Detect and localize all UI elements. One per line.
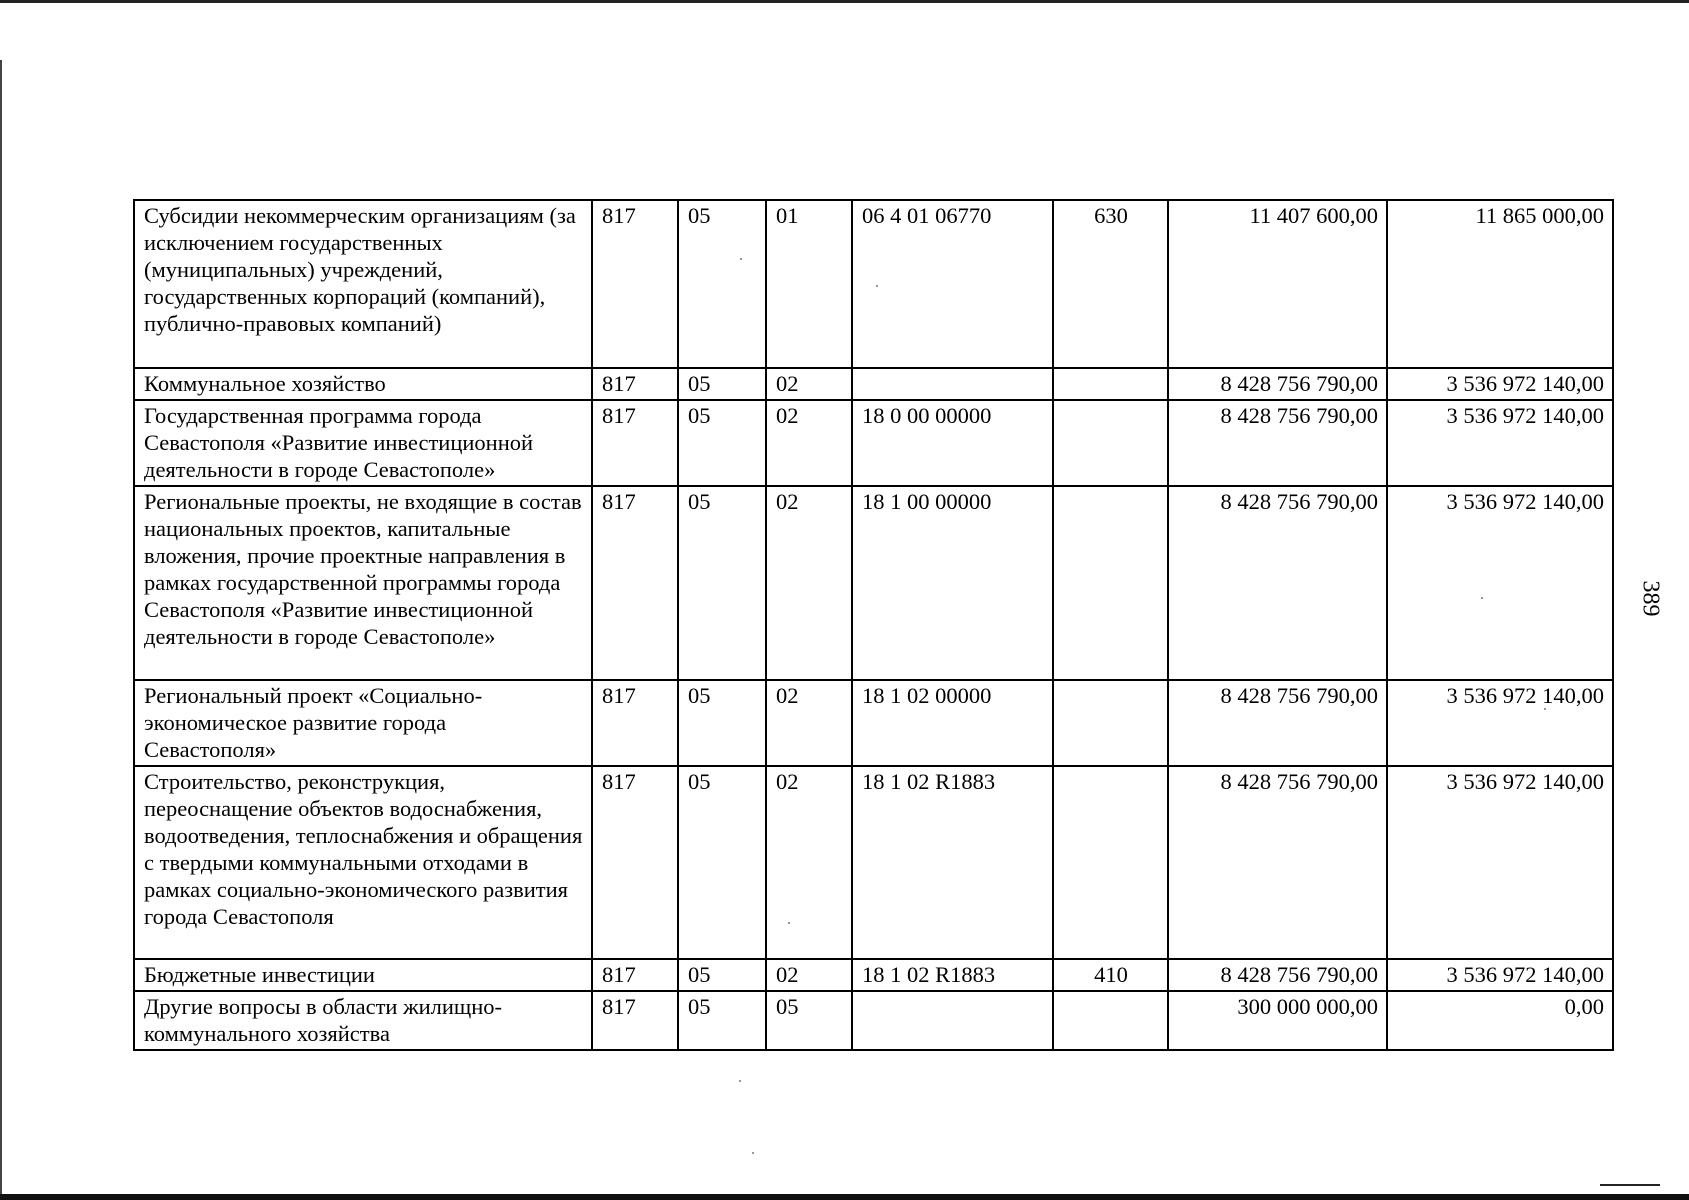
- scan-speck: [740, 258, 742, 260]
- table-row: [134, 200, 1613, 368]
- subsection-code-cell: 02: [766, 486, 852, 680]
- department-code-cell: 817: [592, 959, 678, 991]
- scan-speck: [1481, 597, 1483, 599]
- expense-type-cell: [1053, 400, 1168, 486]
- scan-speck: [788, 922, 790, 924]
- section-code-cell: 05: [678, 959, 766, 991]
- scan-speck: [739, 1080, 741, 1082]
- page-number: 389: [1637, 580, 1664, 617]
- amount-year1-cell: 8 428 756 790,00: [1168, 680, 1387, 766]
- department-code-cell: 817: [592, 991, 678, 1050]
- scan-left-edge: [0, 60, 2, 1200]
- department-code-cell: 817: [592, 400, 678, 486]
- table-row: [134, 991, 1613, 1050]
- subsection-code-cell: 02: [766, 680, 852, 766]
- target-article-cell: 06 4 01 06770: [852, 200, 1053, 368]
- item-name-cell: Региональный проект «Социально-экономическое развитие города Севастополя»: [134, 680, 592, 766]
- scan-speck: [876, 285, 878, 287]
- item-name-cell: Бюджетные инвестиции: [134, 959, 592, 991]
- target-article-cell: [852, 368, 1053, 400]
- amount-year2-cell: 3 536 972 140,00: [1387, 959, 1613, 991]
- scan-speck: [752, 1152, 754, 1154]
- section-code-cell: 05: [678, 486, 766, 680]
- section-code-cell: 05: [678, 200, 766, 368]
- amount-year2-cell: 11 865 000,00: [1387, 200, 1613, 368]
- section-code-cell: 05: [678, 368, 766, 400]
- department-code-cell: 817: [592, 680, 678, 766]
- amount-year2-cell: 3 536 972 140,00: [1387, 680, 1613, 766]
- scan-bottom-edge: [0, 1194, 1689, 1200]
- subsection-code-cell: 02: [766, 766, 852, 959]
- subsection-code-cell: 05: [766, 991, 852, 1050]
- expense-type-cell: [1053, 486, 1168, 680]
- amount-year1-cell: 8 428 756 790,00: [1168, 959, 1387, 991]
- item-name-cell: Государственная программа города Севастополя «Развитие инвестиционной деятельности в городе Севастополе»: [134, 400, 592, 486]
- scan-corner-mark: [1600, 1184, 1660, 1186]
- table-row: [134, 368, 1613, 400]
- amount-year2-cell: 3 536 972 140,00: [1387, 766, 1613, 959]
- target-article-cell: 18 0 00 00000: [852, 400, 1053, 486]
- department-code-cell: 817: [592, 766, 678, 959]
- subsection-code-cell: 02: [766, 959, 852, 991]
- department-code-cell: 817: [592, 486, 678, 680]
- scan-speck: [1544, 708, 1546, 710]
- target-article-cell: [852, 991, 1053, 1050]
- amount-year1-cell: 8 428 756 790,00: [1168, 368, 1387, 400]
- scan-top-edge: [0, 0, 1689, 3]
- amount-year1-cell: 11 407 600,00: [1168, 200, 1387, 368]
- amount-year1-cell: 8 428 756 790,00: [1168, 400, 1387, 486]
- amount-year2-cell: 0,00: [1387, 991, 1613, 1050]
- table-row: [134, 680, 1613, 766]
- amount-year2-cell: 3 536 972 140,00: [1387, 368, 1613, 400]
- table-row: [134, 486, 1613, 680]
- expense-type-cell: [1053, 991, 1168, 1050]
- department-code-cell: 817: [592, 368, 678, 400]
- item-name-cell: Строительство, реконструкция, переоснащение объектов водоснабжения, водоотведения, теплоснабжения и обращения с твердыми коммунальными отходами в рамках социально-экономического развития города Севастополя: [134, 766, 592, 959]
- item-name-cell: Коммунальное хозяйство: [134, 368, 592, 400]
- table-row: [134, 959, 1613, 991]
- section-code-cell: 05: [678, 400, 766, 486]
- expense-type-cell: [1053, 766, 1168, 959]
- department-code-cell: 817: [592, 200, 678, 368]
- expense-type-cell: 410: [1053, 959, 1168, 991]
- subsection-code-cell: 01: [766, 200, 852, 368]
- target-article-cell: 18 1 02 R1883: [852, 766, 1053, 959]
- subsection-code-cell: 02: [766, 400, 852, 486]
- amount-year1-cell: 300 000 000,00: [1168, 991, 1387, 1050]
- amount-year1-cell: 8 428 756 790,00: [1168, 766, 1387, 959]
- table-row: [134, 766, 1613, 959]
- target-article-cell: 18 1 02 R1883: [852, 959, 1053, 991]
- item-name-cell: Субсидии некоммерческим организациям (за исключением государственных (муниципальных) учреждений, государственных корпораций (компаний), публично-правовых компаний): [134, 200, 592, 368]
- section-code-cell: 05: [678, 680, 766, 766]
- table-row: [134, 400, 1613, 486]
- expense-type-cell: [1053, 368, 1168, 400]
- expense-type-cell: 630: [1053, 200, 1168, 368]
- item-name-cell: Региональные проекты, не входящие в состав национальных проектов, капитальные вложения, прочие проектные направления в рамках государственной программы города Севастополя «Развитие инвестиционной деятельности в городе Севастополе»: [134, 486, 592, 680]
- subsection-code-cell: 02: [766, 368, 852, 400]
- section-code-cell: 05: [678, 766, 766, 959]
- section-code-cell: 05: [678, 991, 766, 1050]
- amount-year2-cell: 3 536 972 140,00: [1387, 400, 1613, 486]
- target-article-cell: 18 1 00 00000: [852, 486, 1053, 680]
- expense-type-cell: [1053, 680, 1168, 766]
- target-article-cell: 18 1 02 00000: [852, 680, 1053, 766]
- budget-table: [133, 199, 1614, 1051]
- amount-year1-cell: 8 428 756 790,00: [1168, 486, 1387, 680]
- item-name-cell: Другие вопросы в области жилищно-коммунального хозяйства: [134, 991, 592, 1050]
- amount-year2-cell: 3 536 972 140,00: [1387, 486, 1613, 680]
